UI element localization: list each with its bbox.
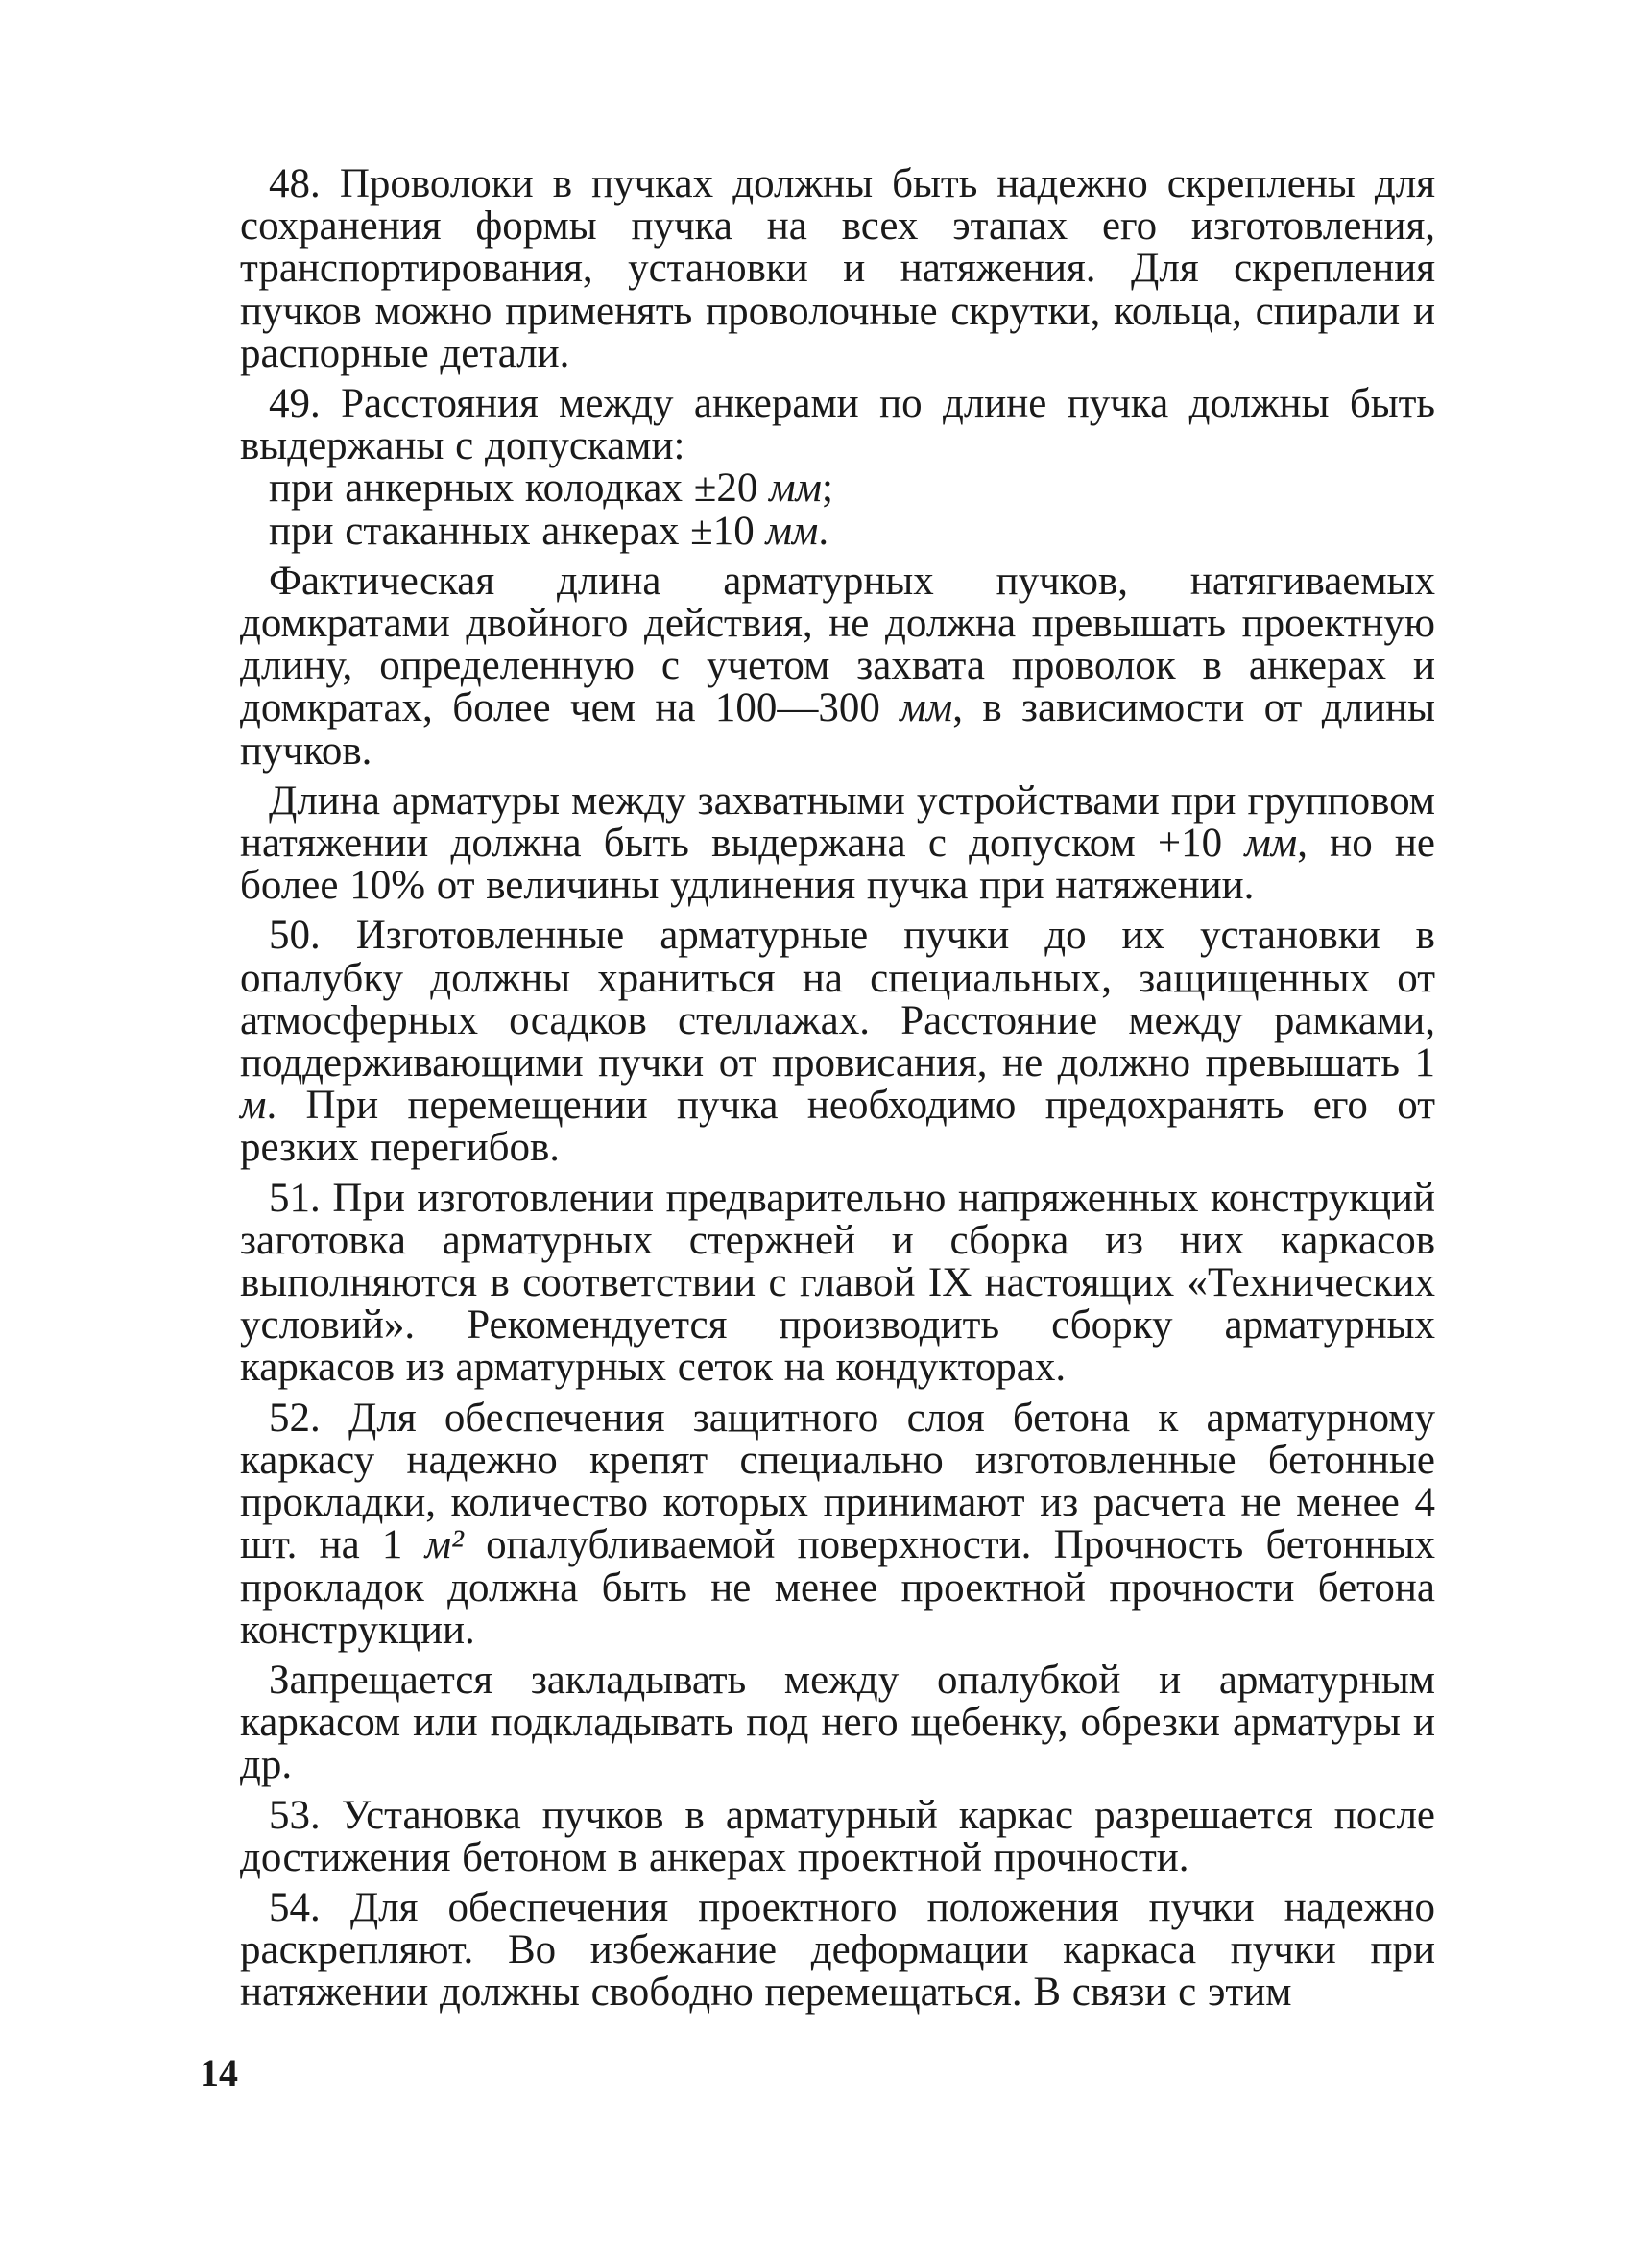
paragraph-53: 53. Установка пучков в арматурный каркас разрешается после достижения бетоном в анкерах проектной прочности. xyxy=(240,1792,1435,1880)
paragraph-49: 49. Расстояния между анкерами по длине пучка должны быть выдержаны с допусками: xyxy=(240,381,1435,469)
tolerance-line-anchor-blocks: при анкерных колодках ±20 мм; xyxy=(269,466,833,512)
body-text xyxy=(240,163,1435,2015)
paragraph-52: 52. Для обеспечения защитного слоя бетона к арматурному каркасу надежно крепят специально изготовленные бетонные прокладки, количество которых принимают из расчета не менее 4 шт. на 1 м² опалубливаемой поверхности. Прочность бетонных прокладок должна быть не менее проектной прочности бетона конструкции. xyxy=(240,1395,1435,1653)
paragraph-48: 48. Проволоки в пучках должны быть надежно скреплены для сохранения формы пучка на всех этапах его изготовления, транспортирования, установки и натяжения. Для скрепления пучков можно применять проволочные скрутки, кольца, спирали и распорные детали. xyxy=(240,161,1435,376)
paragraph-actual-length: Фактическая длина арматурных пучков, натягиваемых домкратами двойного действия, не должна превышать проектную длину, определенную с учетом захвата проволок в анкерах и домкратах, более чем на 100—300 мм, в зависимости от длины пучков. xyxy=(240,558,1436,774)
paragraph-group-tension: Длина арматуры между захватными устройствами при групповом натяжении должна быть выдержана с допуском +10 мм, но не более 10% от величины удлинения пучка при натяжении. xyxy=(240,777,1435,909)
paragraph-51: 51. При изготовлении предварительно напряженных конструкций заготовка арматурных стержней и сборка из них каркасов выполняются в соответствии с главой IX настоящих «Технических условий». Рекомендуется производить сборку арматурных каркасов из арматурных сеток на кондукторах. xyxy=(240,1175,1435,1391)
page-number: 14 xyxy=(200,2051,238,2094)
paragraph-forbid: Запрещается закладывать между опалубкой и арматурным каркасом или подкладывать под него щебенку, обрезки арматуры и др. xyxy=(240,1657,1435,1788)
paragraph-54: 54. Для обеспечения проектного положения пучки надежно раскрепляют. Во избежание деформации каркаса пучки при натяжении должны свободно перемещаться. В связи с этим xyxy=(240,1884,1435,2016)
tolerance-line-cup-anchors: при стаканных анкерах ±10 мм. xyxy=(269,508,829,554)
paragraph-50: 50. Изготовленные арматурные пучки до их установки в опалубку должны храниться на специальных, защищенных от атмосферных осадков стеллажах. Расстояние между рамками, поддерживающими пучки от провисания, не должно превышать 1 м. При перемещении пучка необходимо предохранять его от резких перегибов. xyxy=(240,913,1435,1171)
